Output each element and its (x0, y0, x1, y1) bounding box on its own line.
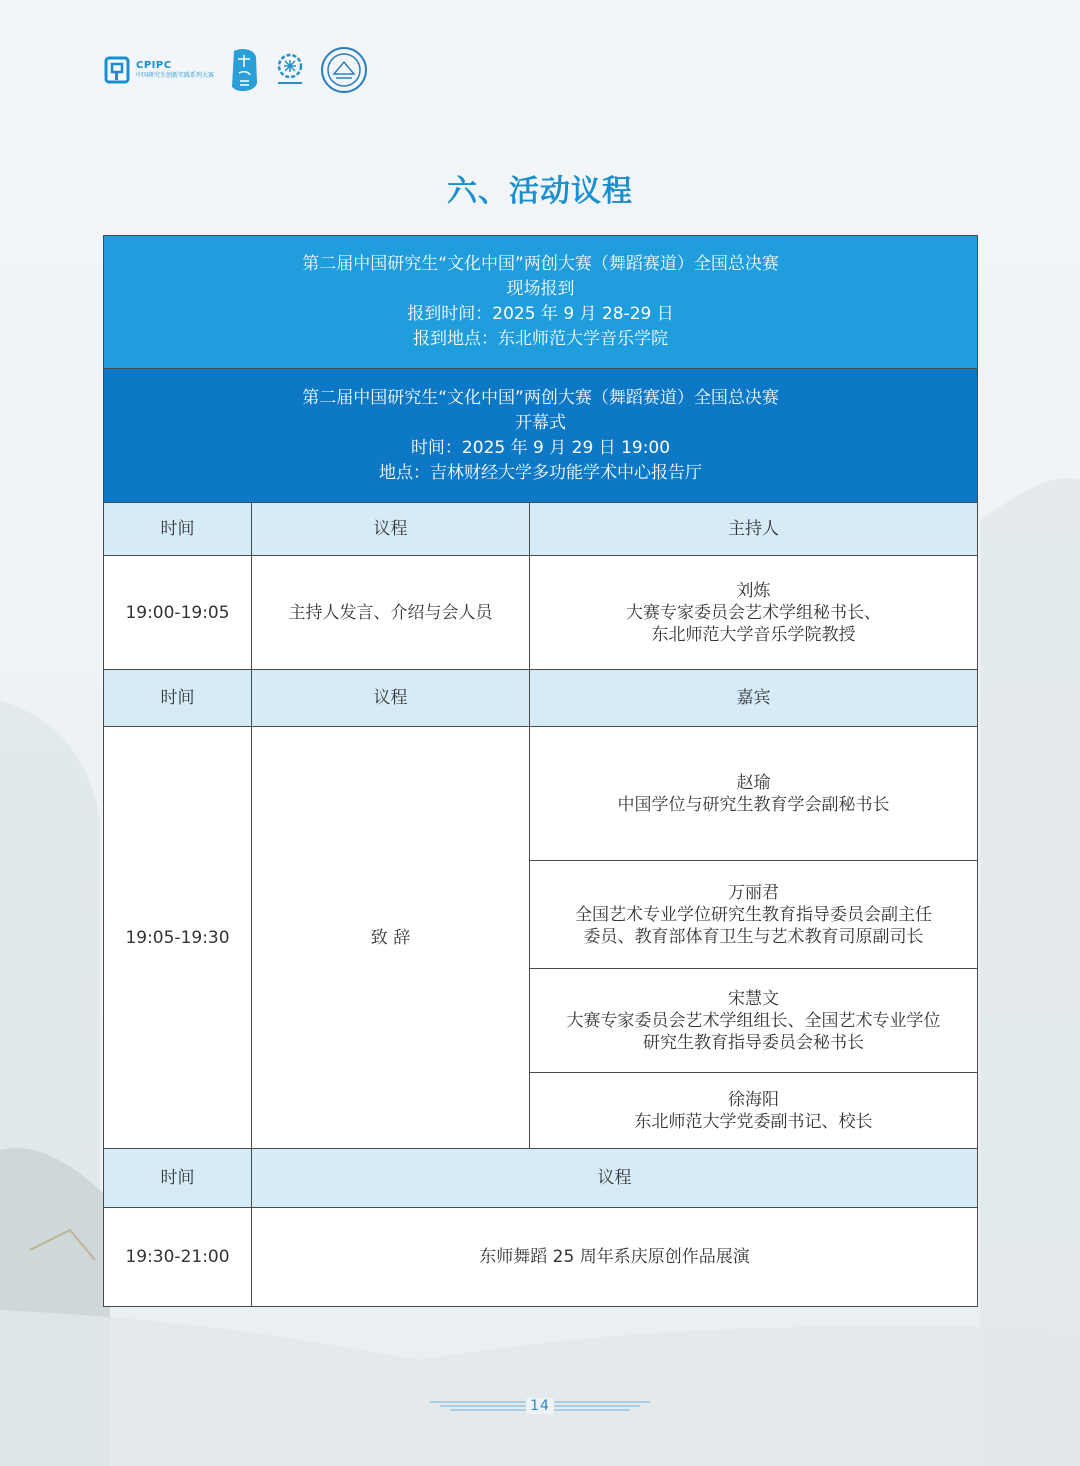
guest-name: 万丽君 (728, 882, 780, 903)
header-time: 时间 (104, 1149, 252, 1208)
emblem-logo (274, 51, 306, 89)
host-cell (530, 556, 978, 670)
guest-cell (530, 1073, 978, 1149)
checkin-location: 报到地点：东北师范大学音乐学院 (413, 329, 669, 349)
header-agenda: 议程 (252, 503, 530, 556)
host-title-line: 东北师范大学音乐学院教授 (651, 624, 856, 645)
wenhua-zhongguo-icon (228, 47, 260, 93)
cpipc-logo (104, 55, 214, 85)
guest-title-line: 委员、教育部体育卫生与艺术教育司原副司长 (583, 926, 924, 947)
logo-row (104, 46, 368, 94)
opening-title: 开幕式 (515, 412, 567, 433)
guest-title-line: 东北师范大学党委副书记、校长 (634, 1111, 873, 1132)
guest-title-line: 大赛专家委员会艺术学组组长、全国艺术专业学位 (566, 1010, 941, 1031)
opening-location: 地点：吉林财经大学多功能学术中心报告厅 (379, 462, 703, 483)
guest-title-line: 中国学位与研究生教育学会副秘书长 (617, 794, 890, 815)
header-guests: 嘉宾 (530, 670, 978, 727)
guest-cell (530, 861, 978, 969)
opening-time: 时间：2025 年 9 月 29 日 19:00 (410, 437, 671, 458)
row-agenda-item: 主持人发言、介绍与会人员 (252, 556, 530, 670)
row-agenda-item: 致 辞 (252, 727, 530, 1149)
agenda-table (103, 235, 978, 1307)
header-time: 时间 (104, 670, 252, 727)
opening-banner (104, 369, 978, 503)
opening-event-name: 第二届中国研究生“文化中国”两创大赛（舞蹈赛道）全国总决赛 (302, 387, 779, 408)
table-header-row (104, 1149, 978, 1208)
row-time: 19:00-19:05 (104, 556, 252, 670)
table-header-row (104, 503, 978, 556)
wenhua-zhongguo-logo (228, 47, 260, 93)
table-row (104, 727, 978, 861)
page-number (0, 1397, 1080, 1415)
guest-title-line: 全国艺术专业学位研究生教育指导委员会副主任 (575, 904, 933, 925)
table-row (104, 1208, 978, 1307)
header-host: 主持人 (530, 503, 978, 556)
checkin-time: 报到时间：2025 年 9 月 28-29 日 (407, 304, 674, 324)
checkin-banner-cell (104, 236, 978, 369)
header-time: 时间 (104, 503, 252, 556)
row-agenda-item: 东师舞蹈 25 周年系庆原创作品展演 (252, 1208, 978, 1307)
cpipc-logo-subtext: 中国研究生创新实践系列大赛 (136, 72, 215, 79)
host-name: 刘炼 (736, 580, 771, 601)
checkin-banner (104, 236, 978, 369)
header-agenda: 议程 (252, 1149, 978, 1208)
guest-title-line: 研究生教育指导委员会秘书长 (643, 1032, 865, 1053)
guest-name: 宋慧文 (728, 988, 780, 1009)
guest-name: 徐海阳 (728, 1089, 780, 1110)
emblem-icon (274, 51, 306, 89)
table-row (104, 556, 978, 670)
header-agenda: 议程 (252, 670, 530, 727)
university-seal-logo (320, 46, 368, 94)
page-number-text: 14 (526, 1398, 554, 1414)
cpipc-logo-text: CPIPC (136, 60, 172, 71)
guest-name: 赵瑜 (736, 772, 771, 793)
checkin-event-name: 第二届中国研究生“文化中国”两创大赛（舞蹈赛道）全国总决赛 (302, 254, 779, 274)
guest-cell (530, 969, 978, 1073)
table-header-row (104, 670, 978, 727)
university-seal-icon (320, 46, 368, 94)
guest-cell (530, 727, 978, 861)
row-time: 19:30-21:00 (104, 1208, 252, 1307)
host-title-line: 大赛专家委员会艺术学组秘书长、 (626, 602, 882, 623)
checkin-title: 现场报到 (506, 279, 575, 299)
cpipc-mark-icon (104, 55, 132, 85)
opening-banner-cell (104, 369, 978, 503)
row-time: 19:05-19:30 (104, 727, 252, 1149)
page-title: 六、活动议程 (447, 174, 633, 209)
